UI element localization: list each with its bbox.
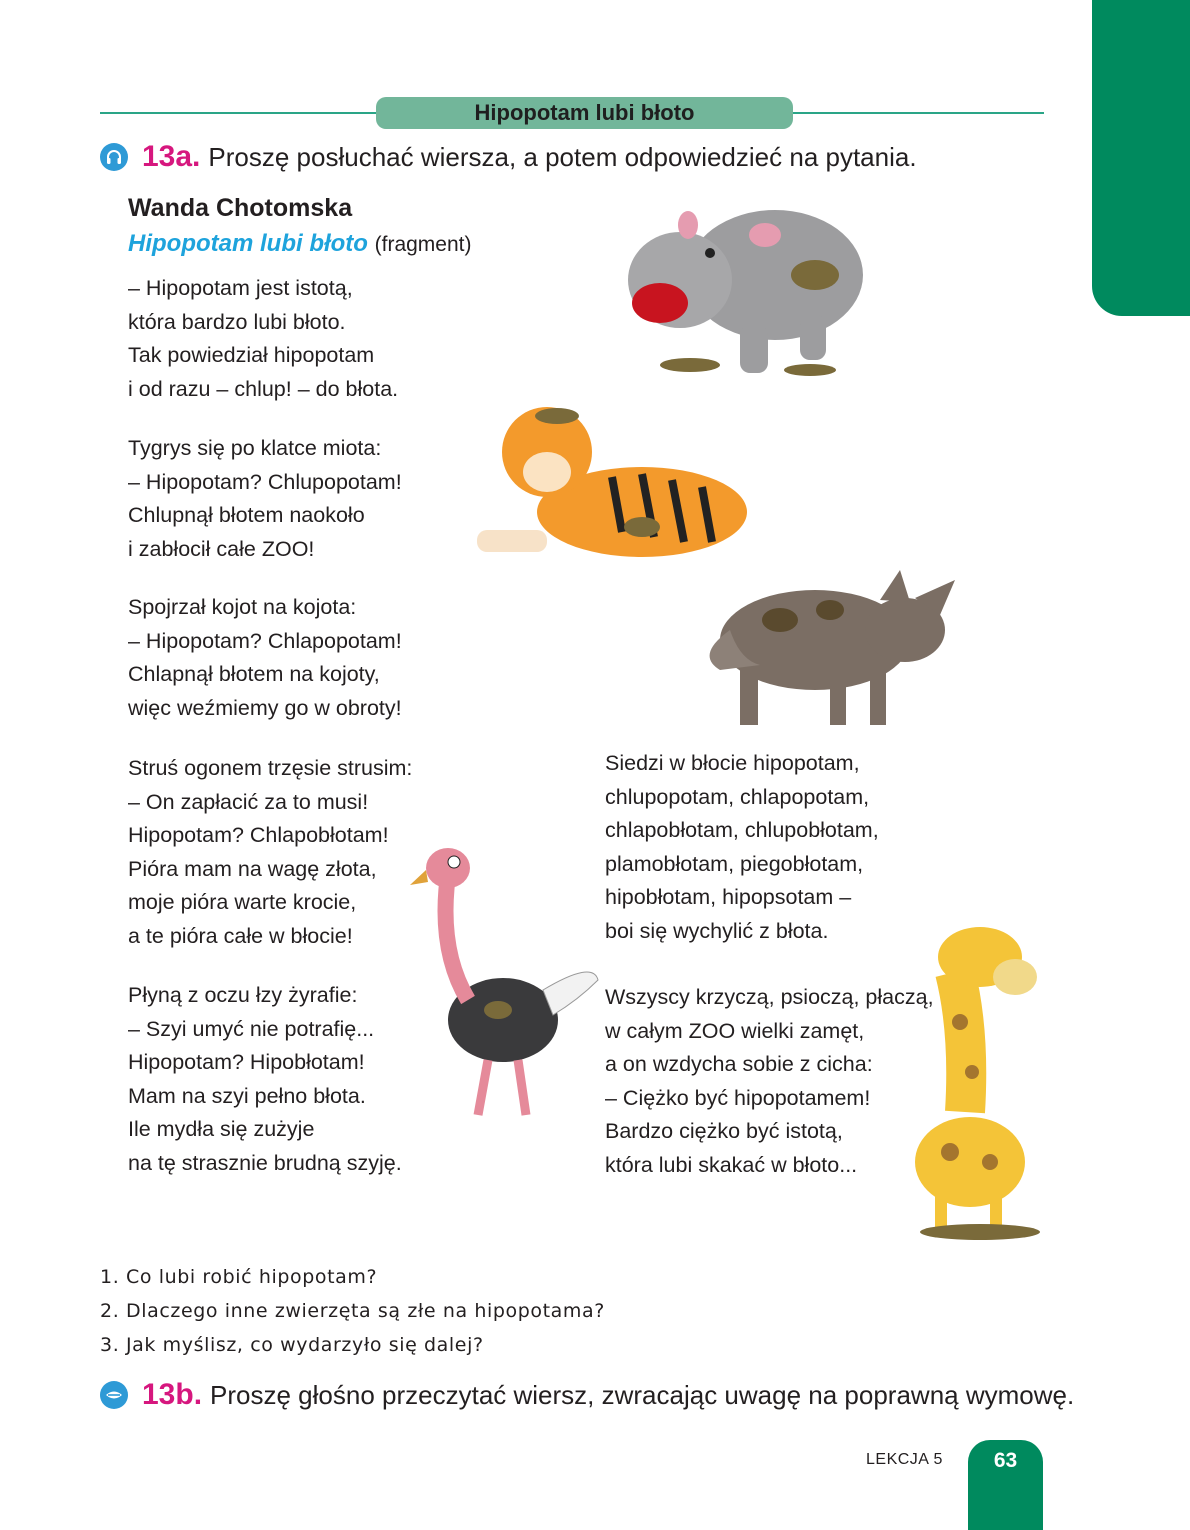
poem-line: na tę strasznie brudną szyję. (128, 1150, 402, 1175)
question-item: 1. Co lubi robić hipopotam? (100, 1266, 378, 1288)
header-rule-right (790, 112, 1044, 114)
stanza-5 (128, 979, 402, 1180)
poem-line: Chlupnął błotem naokoło (128, 503, 365, 527)
poem-line: hipobłotam, hipopsotam – (605, 885, 852, 909)
poem-line: Tak powiedział hipopotam (128, 343, 375, 367)
poem-line: i od razu – chlup! – do błota. (128, 376, 399, 401)
poem-line: Hipopotam? Hipobłotam! (128, 1050, 365, 1074)
giraffe-illustration (900, 912, 1065, 1242)
tiger-illustration (462, 402, 752, 567)
task-number: 13b. (142, 1378, 203, 1411)
poem-line: a on wzdycha sobie z cicha: (605, 1052, 873, 1076)
poem-line: Siedzi w błocie hipopotam, (605, 751, 860, 775)
headphones-icon[interactable] (100, 143, 128, 171)
poem-line: – Hipopotam jest istotą, (128, 276, 353, 300)
stanza-1 (128, 272, 398, 406)
poem-line: Wszyscy krzyczą, psioczą, płaczą, (605, 985, 934, 1009)
poem-title-note: (fragment) (374, 233, 472, 256)
mouth-icon[interactable] (100, 1381, 128, 1409)
page-number-tab (968, 1440, 1043, 1530)
poem-line: chlapobłotam, chlupobłotam, (605, 818, 879, 842)
poem-line: która bardzo lubi błoto. (128, 309, 346, 334)
stanza-3 (128, 591, 402, 725)
poem-line: Spojrzał kojot na kojota: (128, 595, 357, 619)
poem-author: Wanda Chotomska (128, 194, 353, 222)
stanza-2 (128, 432, 402, 566)
poem-line: i zabłocił całe ZOO! (128, 536, 315, 561)
question-list (100, 1260, 605, 1362)
question-item: 2. Dlaczego inne zwierzęta są złe na hipopotama? (100, 1300, 605, 1322)
poem-line: Hipopotam? Chlapobłotam! (128, 823, 389, 847)
poem-line: w całym ZOO wielki zamęt, (605, 1018, 865, 1043)
poem-line: Ile mydła się zużyje (128, 1117, 315, 1141)
poem-line: która lubi skakać w błoto... (605, 1152, 858, 1177)
page-number: 63 (993, 1449, 1018, 1472)
poem-line: Chlapnął błotem na kojoty, (128, 662, 380, 686)
poem-line: Bardzo ciężko być istotą, (605, 1119, 843, 1143)
poem-line: Pióra mam na wagę złota, (128, 856, 377, 881)
poem-title-text: Hipopotam lubi błoto (128, 230, 368, 257)
ostrich-illustration (408, 840, 608, 1120)
stanza-4 (128, 752, 412, 953)
poem-line: – Szyi umyć nie potrafię... (128, 1016, 375, 1041)
hippo-illustration (610, 175, 900, 385)
task-13b (100, 1378, 1074, 1412)
header-rule-left (100, 112, 380, 114)
poem-line: Struś ogonem trzęsie strusim: (128, 756, 413, 780)
section-title-text: Hipopotam lubi błoto (474, 100, 695, 125)
question-item: 3. Jak myślisz, co wydarzyło się dalej? (100, 1334, 484, 1356)
poem-line: – Hipopotam? Chlapopotam! (128, 628, 402, 653)
coyote-illustration (700, 570, 965, 730)
poem-line: moje pióra warte krocie, (128, 890, 357, 914)
task-number: 13a. (142, 140, 201, 173)
poem-line: – Ciężko być hipopotamem! (605, 1085, 871, 1110)
poem-line: więc weźmiemy go w obroty! (128, 695, 402, 720)
poem-line: plamobłotam, piegobłotam, (605, 851, 864, 876)
poem-line: – Hipopotam? Chlupopotam! (128, 469, 402, 494)
poem-line: boi się wychylić z błota. (605, 918, 829, 943)
lesson-label: LEKCJA 5 (866, 1451, 943, 1468)
chapter-side-tab (1092, 0, 1190, 316)
stanza-7 (605, 981, 934, 1182)
section-title (376, 97, 793, 129)
task-instruction: Proszę posłuchać wiersza, a potem odpowiedzieć na pytania. (208, 141, 917, 172)
poem-line: Mam na szyi pełno błota. (128, 1083, 366, 1108)
poem-line: chlupopotam, chlapopotam, (605, 784, 870, 809)
poem-title (128, 230, 471, 258)
poem-line: a te pióra całe w błocie! (128, 923, 353, 948)
poem-line: Tygrys się po klatce miota: (128, 436, 382, 460)
stanza-6 (605, 747, 879, 948)
task-13a (100, 140, 917, 174)
poem-line: – On zapłacić za to musi! (128, 789, 369, 814)
task-instruction: Proszę głośno przeczytać wiersz, zwracając uwagę na poprawną wymowę. (210, 1379, 1075, 1410)
poem-line: Płyną z oczu łzy żyrafie: (128, 983, 358, 1007)
